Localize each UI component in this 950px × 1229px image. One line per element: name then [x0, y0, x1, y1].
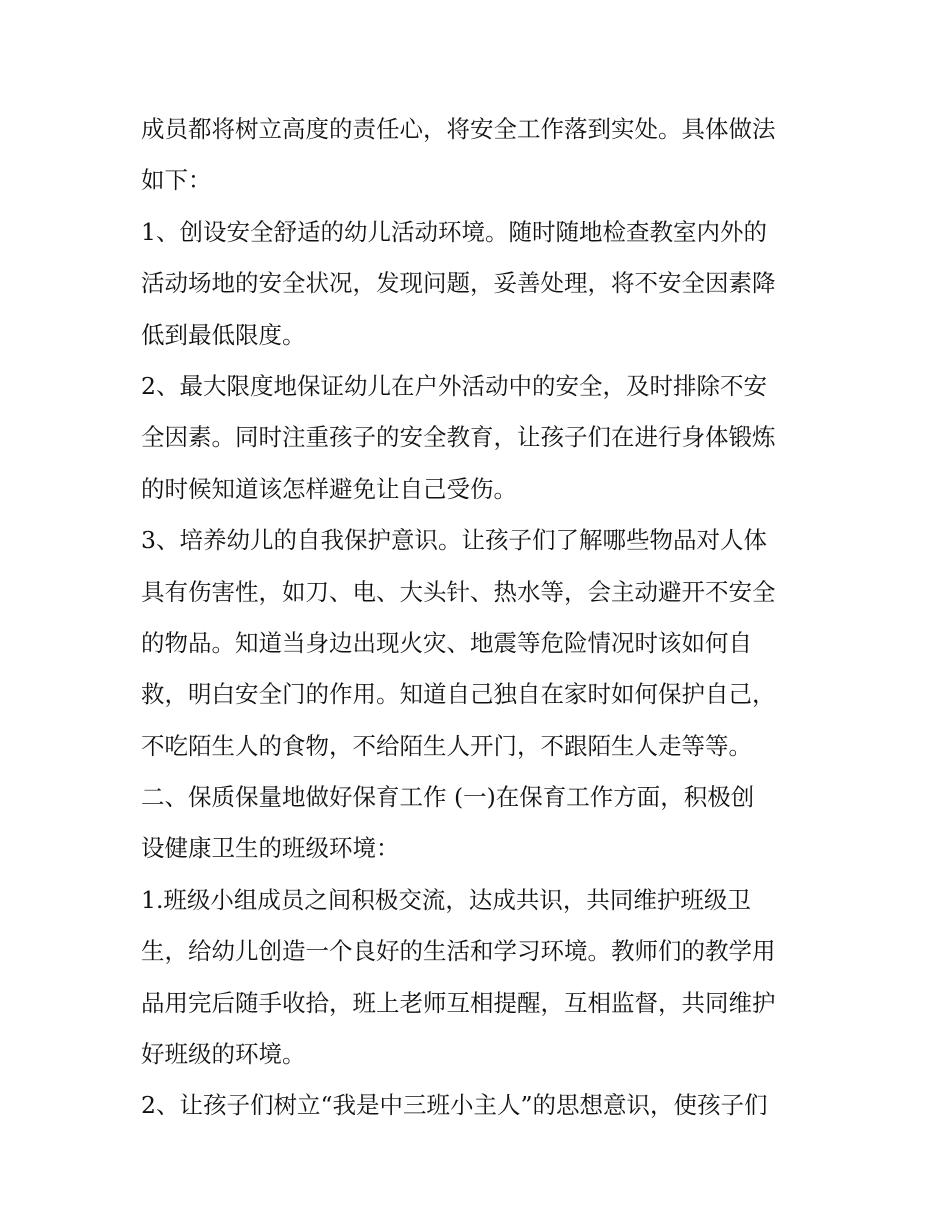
text-line: 1.班级小组成员之间积极交流，达成共识，共同维护班级卫 — [141, 885, 751, 914]
text-line: 活动场地的安全状况，发现问题，妥善处理，将不安全因素降 — [141, 269, 776, 298]
text-line: 如下： — [141, 166, 212, 195]
text-line: 的物品。知道当身边出现火灾、地震等危险情况时该如何自 — [141, 628, 752, 657]
text-line: 2、让孩子们树立“我是中三班小主人”的思想意识，使孩子们 — [141, 1091, 768, 1120]
text-line: 2、最大限度地保证幼儿在户外活动中的安全，及时排除不安 — [141, 371, 767, 400]
text-line: 品用完后随手收拾，班上老师互相提醒，互相监督，共同维护 — [141, 988, 776, 1017]
text-line: 二、保质保量地做好保育工作 (一)在保育工作方面，积极创 — [141, 783, 755, 812]
text-line: 3、培养幼儿的自我保护意识。让孩子们了解哪些物品对人体 — [141, 526, 767, 555]
text-line: 的时候知道该怎样避免让自己受伤。 — [141, 474, 517, 503]
text-line: 1、创设安全舒适的幼儿活动环境。随时随地检查教室内外的 — [141, 217, 767, 246]
text-line: 不吃陌生人的食物，不给陌生人开门，不跟陌生人走等等。 — [141, 731, 752, 760]
text-line: 低到最低限度。 — [141, 320, 306, 349]
text-line: 好班级的环境。 — [141, 1040, 306, 1069]
document-body — [141, 104, 821, 1132]
text-line: 具有伤害性，如刀、电、大头针、热水等，会主动避开不安全 — [141, 577, 776, 606]
text-line: 设健康卫生的班级环境： — [141, 834, 400, 863]
text-line: 成员都将树立高度的责任心，将安全工作落到实处。具体做法 — [141, 115, 776, 143]
text-line: 全因素。同时注重孩子的安全教育，让孩子们在进行身体锻炼 — [141, 423, 776, 452]
text-line: 生，给幼儿创造一个良好的生活和学习环境。教师们的教学用 — [141, 937, 776, 966]
text-line: 救，明白安全门的作用。知道自己独自在家时如何保护自己， — [141, 680, 776, 709]
